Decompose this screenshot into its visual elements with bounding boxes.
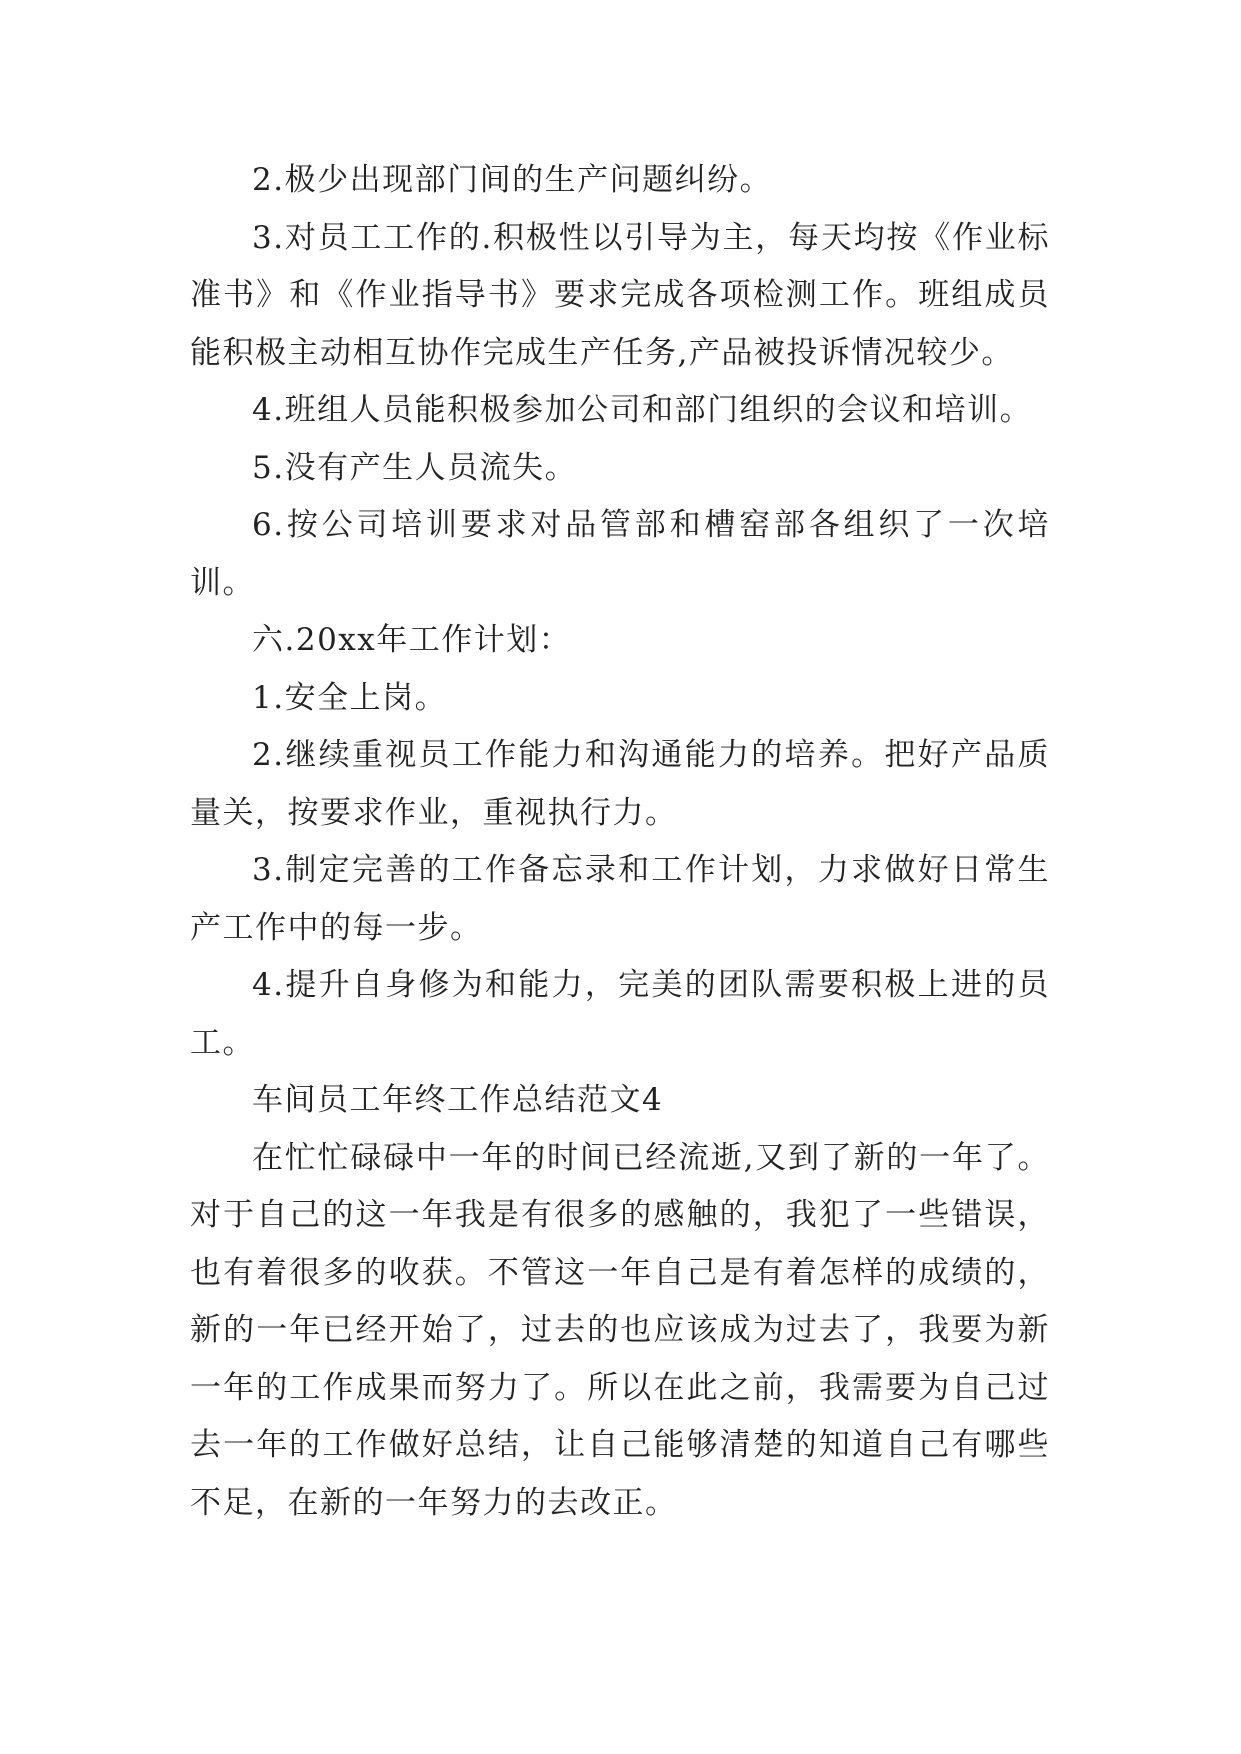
- paragraph-item-4-meetings-training: 4.班组人员能积极参加公司和部门组织的会议和培训。: [252, 392, 1033, 428]
- plan-item-2-abilities: 2.继续重视员工作能力和沟通能力的培养。把好产品质量关，按要求作业，重视执行力。: [190, 737, 1050, 831]
- article-title-sample-4: 车间员工年终工作总结范文4: [252, 1082, 664, 1118]
- section-heading-work-plan: 六.20xx年工作计划：: [252, 622, 572, 658]
- paragraph-item-2-no-disputes: 2.极少出现部门间的生产问题纠纷。: [252, 162, 773, 198]
- article-intro-paragraph: 在忙忙碌碌中一年的时间已经流逝,又到了新的一年了。对于自己的这一年我是有很多的感触的，我犯了一些错误，也有着很多的收获。不管这一年自己是有着怎样的成绩的，新的一年已经开始了，过去的也应该成为过去了，我要为新一年的工作成果而努力了。所以在此之前，我需要为自己过去一年的工作做好总结，让自己能够清楚的知道自己有哪些不足，在新的一年努力的去改正。: [190, 1139, 1050, 1521]
- paragraph-item-6-training-held: 6.按公司培训要求对品管部和槽窑部各组织了一次培训。: [190, 507, 1050, 601]
- plan-item-3-memo-plan: 3.制定完善的工作备忘录和工作计划，力求做好日常生产工作中的每一步。: [190, 852, 1050, 946]
- document-body: [190, 152, 1050, 1532]
- paragraph-item-3-staff-guidance: 3.对员工工作的.积极性以引导为主，每天均按《作业标准书》和《作业指导书》要求完成各项检测工作。班组成员能积极主动相互协作完成生产任务,产品被投诉情况较少。: [190, 219, 1050, 371]
- plan-item-1-safety: 1.安全上岗。: [252, 679, 448, 716]
- plan-item-4-self-improvement: 4.提升自身修为和能力，完美的团队需要积极上进的员工。: [190, 967, 1050, 1061]
- paragraph-item-5-no-turnover: 5.没有产生人员流失。: [252, 449, 578, 486]
